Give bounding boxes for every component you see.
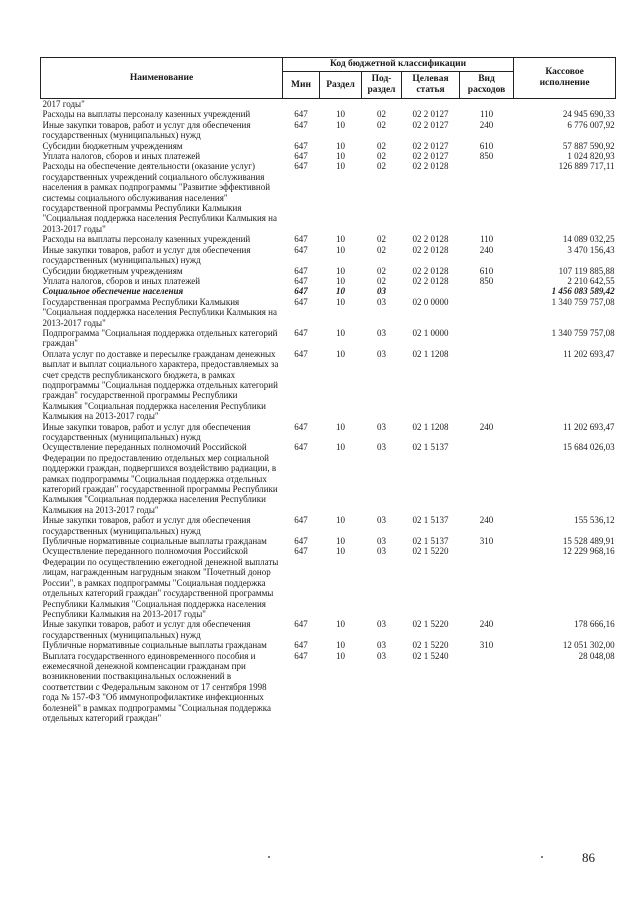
cell-podrazdel: 02 — [377, 275, 386, 286]
cell-name: 2017 годы" — [42, 99, 85, 109]
cell-amount: 155 536,12 — [574, 515, 615, 526]
table-row — [41, 266, 616, 276]
table-row — [41, 234, 616, 244]
cell-name: Иные закупки товаров, работ и услуг для обеспечения государственных (муниципальных) нужд — [42, 119, 251, 141]
cell-celevaya: 02 0 0000 — [412, 296, 449, 307]
table-row — [41, 422, 616, 443]
table-row — [41, 651, 616, 724]
cell-celevaya: 02 1 1208 — [412, 348, 449, 359]
cell-razdel: 10 — [336, 234, 345, 245]
cell-min: 647 — [294, 296, 308, 307]
cell-min: 647 — [294, 442, 308, 453]
section-row — [41, 286, 616, 296]
cell-name: Оплата услуг по доставке и пересылке гражданам денежных выплат и выплат социального характера, предоставляемых за счет средств республиканского бюджета, в рамках подпрограммы "Социальная поддержка отдельных категорий граждан" государственной программы Республики Калмыкия "Социальная поддержка населения Республики Калмыкия на 2013-2017 годы" — [42, 348, 279, 422]
cell-min: 647 — [294, 244, 308, 255]
cell-amount: 1 456 083 589,42 — [551, 286, 615, 297]
cell-razdel: 10 — [336, 119, 345, 130]
table-row — [41, 141, 616, 151]
cell-name: Уплата налогов, сборов и иных платежей — [42, 151, 201, 162]
cell-amount: 107 119 885,88 — [558, 265, 615, 276]
cell-name: Иные закупки товаров, работ и услуг для обеспечения государственных (муниципальных) нужд — [42, 244, 251, 266]
cell-razdel: 10 — [336, 348, 345, 359]
cell-celevaya — [402, 99, 460, 110]
table-row — [41, 99, 616, 110]
cell-razdel: 10 — [336, 140, 345, 151]
cell-podrazdel: 03 — [377, 619, 386, 630]
cell-razdel: 10 — [336, 286, 345, 297]
table-row — [41, 297, 616, 328]
cell-celevaya: 02 1 5137 — [412, 515, 449, 526]
cell-razdel: 10 — [336, 650, 345, 661]
cell-vid: 610 — [479, 265, 494, 276]
table-row — [41, 161, 616, 234]
table-row — [41, 349, 616, 422]
cell-amount: 126 889 717,11 — [558, 161, 615, 172]
cell-name: Расходы на выплаты персоналу казенных учреждений — [42, 109, 251, 120]
cell-amount: 178 666,16 — [574, 619, 615, 630]
cell-min: 647 — [294, 286, 308, 297]
column-header-kassa: Кассовое исполнение — [514, 58, 616, 99]
table-row — [41, 245, 616, 266]
cell-vid: 240 — [479, 421, 494, 432]
cell-celevaya — [402, 286, 460, 296]
cell-razdel: 10 — [336, 442, 345, 453]
table-row — [41, 276, 616, 286]
cell-podrazdel: 02 — [377, 234, 386, 245]
cell-vid — [460, 286, 514, 296]
cell-vid: 850 — [479, 151, 494, 162]
cell-name: Осуществление переданных полномочий Российской Федерации по предоставлению отдельных мер социальной поддержки граждан, подвергшихся воздействию радиации, в рамках подпрограммы "Социальная поддержка отдельных категорий граждан" государственной программы Республики Калмыкия "Социальная поддержка населения Республики Калмыкия на 2013-2017 годы" — [42, 442, 278, 515]
cell-name: Выплата государственного единовременного пособия и ежемесячной денежной компенсации гражданам при возникновении поствакцинальных осложнений в соответствии с Федеральным законом от 17 сентября 1998 года № 157-ФЗ "Об иммунопрофилактике инфекционных болезней" в рамках подпрограммы "Социальная поддержка отдельных категорий граждан" — [42, 650, 271, 723]
cell-vid — [460, 442, 514, 515]
cell-name: Субсидии бюджетным учреждениям — [42, 265, 183, 276]
cell-min: 647 — [294, 348, 308, 359]
page-number: 86 — [582, 850, 595, 865]
cell-razdel: 10 — [336, 296, 345, 307]
cell-vid — [460, 328, 514, 349]
table-row — [41, 640, 616, 650]
cell-razdel: 10 — [336, 109, 345, 120]
cell-razdel: 10 — [336, 275, 345, 286]
cell-razdel: 10 — [336, 640, 345, 651]
cell-name: Социальное обеспечение населения — [42, 286, 184, 297]
cell-amount: 57 887 590,92 — [562, 140, 615, 151]
cell-min: 647 — [294, 327, 308, 338]
cell-min: 647 — [294, 119, 308, 130]
cell-podrazdel: 02 — [377, 265, 386, 276]
cell-min: 647 — [294, 650, 308, 661]
cell-vid: 240 — [479, 515, 494, 526]
table-row — [41, 109, 616, 119]
column-header-podrazdel: Под- раздел — [362, 72, 402, 99]
cell-min: 647 — [294, 151, 308, 162]
cell-celevaya: 02 1 5220 — [412, 619, 449, 630]
table-row — [41, 546, 616, 619]
cell-vid — [460, 99, 514, 110]
column-header-celevaya: Целевая статья — [402, 72, 460, 99]
cell-vid: 850 — [479, 275, 494, 286]
cell-vid: 240 — [479, 119, 494, 130]
table-header — [41, 58, 616, 99]
cell-celevaya: 02 2 0127 — [412, 151, 449, 162]
cell-min: 647 — [294, 265, 308, 276]
cell-celevaya: 02 1 5220 — [412, 640, 449, 651]
cell-vid: 610 — [479, 140, 494, 151]
table-row — [41, 442, 616, 515]
cell-podrazdel: 02 — [377, 244, 386, 255]
cell-min: 647 — [294, 275, 308, 286]
scan-speck — [268, 856, 270, 858]
cell-name: Осуществление переданного полномочия Российской Федерации по осуществлению ежегодной денежной выплаты лицам, награжденным нагрудным знаком "Почетный донор России", в рамках подпрограммы "Социальная поддержка отдельных категорий граждан" государственной программы Республики Калмыкия "Социальная поддержка населения Республики Калмыкия на 2013-2017 годы" — [42, 546, 279, 619]
cell-podrazdel: 03 — [377, 515, 386, 526]
cell-podrazdel: 03 — [377, 421, 386, 432]
cell-name: Иные закупки товаров, работ и услуг для обеспечения государственных (муниципальных) нужд — [42, 619, 251, 640]
table-body — [41, 99, 616, 724]
table-row — [41, 536, 616, 546]
cell-podrazdel: 03 — [377, 640, 386, 651]
cell-celevaya: 02 2 0127 — [412, 119, 449, 130]
column-header-name: Наименование — [41, 58, 283, 99]
cell-celevaya: 02 1 0000 — [412, 327, 449, 338]
cell-name: Расходы на обеспечение деятельности (оказание услуг) государственных учреждений социального обслуживания населения в рамках подпрограммы "Развитие эффективной системы социального обслуживания населения" государственной программы Республики Калмыкия "Социальная поддержка населения Республики Калмыкия на 2013-2017 годы" — [42, 161, 277, 234]
table-row — [41, 120, 616, 141]
cell-razdel: 10 — [336, 244, 345, 255]
cell-podrazdel: 03 — [377, 296, 386, 307]
cell-amount: 1 024 820,93 — [567, 151, 615, 162]
cell-podrazdel: 02 — [377, 119, 386, 130]
cell-min: 647 — [294, 640, 308, 651]
cell-celevaya: 02 1 5137 — [412, 442, 449, 453]
cell-celevaya: 02 2 0128 — [412, 234, 449, 245]
cell-podrazdel — [362, 99, 402, 110]
cell-razdel: 10 — [336, 515, 345, 526]
cell-vid — [460, 546, 514, 619]
table-row — [41, 515, 616, 536]
cell-min: 647 — [294, 536, 308, 547]
cell-amount: 28 048,08 — [578, 650, 615, 661]
cell-amount: 6 776 007,92 — [567, 119, 615, 130]
cell-amount: 12 229 968,16 — [562, 546, 615, 557]
cell-podrazdel: 02 — [377, 161, 386, 172]
cell-razdel: 10 — [336, 619, 345, 630]
cell-name: Иные закупки товаров, работ и услуг для обеспечения государственных (муниципальных) нужд — [42, 515, 251, 536]
cell-celevaya: 02 1 5240 — [412, 650, 449, 661]
cell-celevaya: 02 2 0128 — [412, 275, 449, 286]
cell-celevaya: 02 1 1208 — [412, 421, 449, 432]
column-group-header-classification: Код бюджетной классификации — [283, 58, 514, 72]
cell-amount: 11 202 693,47 — [563, 421, 615, 432]
cell-min: 647 — [294, 140, 308, 151]
cell-podrazdel: 03 — [377, 536, 386, 547]
cell-min: 647 — [294, 161, 308, 172]
cell-celevaya: 02 1 5137 — [412, 536, 449, 547]
cell-razdel: 10 — [336, 546, 345, 557]
cell-vid: 240 — [479, 619, 494, 630]
cell-name: Иные закупки товаров, работ и услуг для обеспечения государственных (муниципальных) нужд — [42, 421, 251, 442]
cell-celevaya: 02 2 0128 — [412, 161, 449, 172]
cell-min: 647 — [294, 546, 308, 557]
column-header-min: Мин — [283, 72, 320, 99]
cell-razdel: 10 — [336, 327, 345, 338]
budget-table — [40, 57, 616, 723]
cell-celevaya: 02 2 0127 — [412, 140, 449, 151]
cell-name: Публичные нормативные социальные выплаты гражданам — [42, 536, 267, 547]
cell-amount: 14 089 032,25 — [562, 234, 615, 245]
cell-min: 647 — [294, 515, 308, 526]
cell-amount — [514, 99, 616, 110]
cell-celevaya: 02 2 0128 — [412, 244, 449, 255]
cell-vid: 240 — [479, 244, 494, 255]
cell-podrazdel: 03 — [377, 286, 386, 297]
cell-amount: 1 340 759 757,08 — [551, 327, 615, 338]
cell-podrazdel: 03 — [377, 650, 386, 661]
cell-amount: 15 528 489,91 — [562, 536, 615, 547]
table-row — [41, 151, 616, 161]
cell-vid — [460, 651, 514, 724]
cell-podrazdel: 02 — [377, 151, 386, 162]
cell-min: 647 — [294, 619, 308, 630]
cell-podrazdel: 03 — [377, 442, 386, 453]
cell-vid: 310 — [479, 536, 494, 547]
cell-name: Подпрограмма "Социальная поддержка отдельных категорий граждан" — [42, 327, 278, 349]
cell-amount: 24 945 690,33 — [562, 109, 615, 120]
cell-razdel: 10 — [336, 421, 345, 432]
cell-celevaya: 02 2 0128 — [412, 265, 449, 276]
cell-vid — [460, 349, 514, 422]
cell-podrazdel: 02 — [377, 109, 386, 120]
cell-razdel: 10 — [336, 151, 345, 162]
cell-podrazdel: 03 — [377, 327, 386, 338]
cell-vid — [460, 297, 514, 328]
cell-name: Расходы на выплаты персоналу казенных учреждений — [42, 234, 251, 245]
cell-amount: 1 340 759 757,08 — [551, 296, 615, 307]
table-row — [41, 619, 616, 640]
cell-podrazdel: 03 — [377, 348, 386, 359]
cell-razdel — [320, 99, 362, 110]
scan-speck — [541, 856, 543, 858]
cell-vid: 310 — [479, 640, 494, 651]
cell-razdel: 10 — [336, 265, 345, 276]
cell-name: Уплата налогов, сборов и иных платежей — [42, 275, 201, 286]
cell-min: 647 — [294, 109, 308, 120]
cell-podrazdel: 03 — [377, 546, 386, 557]
cell-min: 647 — [294, 421, 308, 432]
cell-min: 647 — [294, 234, 308, 245]
cell-name: Публичные нормативные социальные выплаты гражданам — [42, 640, 267, 651]
cell-vid: 110 — [479, 109, 494, 120]
cell-name: Субсидии бюджетным учреждениям — [42, 140, 183, 151]
cell-amount: 11 202 693,47 — [563, 348, 615, 359]
column-header-vid: Вид расходов — [460, 72, 514, 99]
cell-amount: 2 210 642,55 — [567, 275, 615, 286]
column-header-razdel: Раздел — [320, 72, 362, 99]
cell-celevaya: 02 1 5220 — [412, 546, 449, 557]
cell-celevaya: 02 2 0127 — [412, 109, 449, 120]
cell-amount: 15 684 026,03 — [562, 442, 615, 453]
cell-razdel: 10 — [336, 161, 345, 172]
cell-name: Государственная программа Республики Калмыкия "Социальная поддержка населения Республики Калмыкия на 2013-2017 годы" — [42, 296, 277, 328]
cell-amount: 12 051 302,00 — [562, 640, 615, 651]
cell-razdel: 10 — [336, 536, 345, 547]
cell-vid — [460, 161, 514, 234]
cell-podrazdel: 02 — [377, 140, 386, 151]
cell-vid: 110 — [479, 234, 494, 245]
cell-amount: 3 470 156,43 — [567, 244, 615, 255]
table-row — [41, 328, 616, 349]
cell-min — [283, 99, 320, 110]
